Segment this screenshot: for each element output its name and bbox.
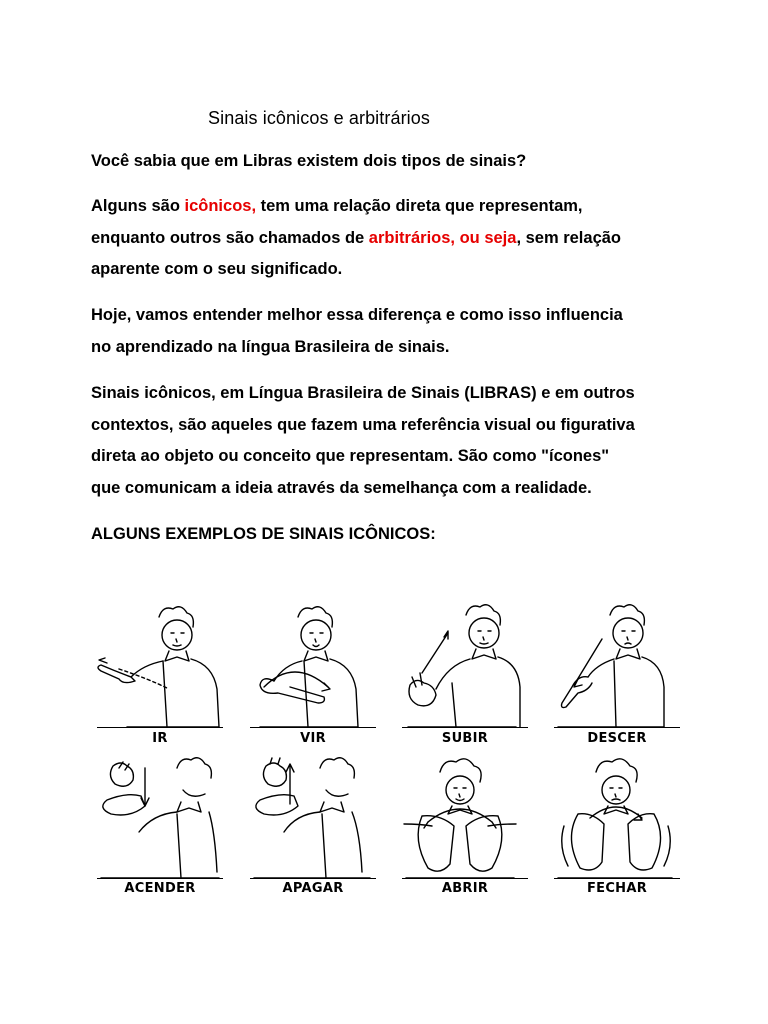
sign-label-vir: VIR xyxy=(300,731,326,746)
sign-card-descer xyxy=(554,603,680,733)
sign-baseline xyxy=(97,878,223,879)
sign-card-vir xyxy=(250,603,376,733)
sign-label-subir: SUBIR xyxy=(441,731,489,746)
page-title: Sinais icônicos e arbitrários xyxy=(208,108,430,128)
sign-baseline xyxy=(554,727,680,728)
highlight-iconicos: icônicos, xyxy=(184,197,257,215)
sign-baseline xyxy=(250,727,376,728)
sign-card-abrir xyxy=(402,756,528,886)
sign-card-fechar xyxy=(554,756,680,886)
paragraph3-line1: Sinais icônicos, em Língua Brasileira de Sinais (LIBRAS) e em outros xyxy=(91,384,635,402)
sign-label-descer: DESCER xyxy=(587,731,647,746)
sign-label-acender: ACENDER xyxy=(124,881,196,896)
paragraph2-line1: Hoje, vamos entender melhor essa diferença e como isso influencia xyxy=(91,306,623,324)
sign-acender-illustration xyxy=(97,756,223,880)
paragraph1-line2: enquanto outros são chamados de arbitrários, ou seja, sem relação xyxy=(91,228,622,247)
paragraph1-line1: Alguns são icônicos, tem uma relação direta que representam, xyxy=(91,197,583,215)
sign-fechar-illustration xyxy=(554,756,680,880)
sign-subir-illustration xyxy=(402,603,528,728)
sign-baseline xyxy=(402,727,528,728)
paragraph3-line2: contextos, são aqueles que fazem uma referência visual ou figurativa xyxy=(91,415,635,434)
sign-label-apagar: APAGAR xyxy=(282,881,344,896)
paragraph3-line3: direta ao objeto ou conceito que representam. São como "ícones" xyxy=(91,447,610,465)
sign-label-fechar: FECHAR xyxy=(586,881,648,896)
examples-heading: ALGUNS EXEMPLOS DE SINAIS ICÔNICOS: xyxy=(91,525,436,543)
sign-label-abrir: ABRIR xyxy=(441,881,489,896)
sign-ir-illustration xyxy=(97,603,223,728)
sign-baseline xyxy=(402,878,528,879)
sign-vir-illustration xyxy=(250,603,376,728)
sign-abrir-illustration xyxy=(402,756,528,880)
paragraph1-line3: aparente com o seu significado. xyxy=(91,260,343,278)
sign-apagar-illustration xyxy=(250,756,376,880)
sign-card-acender xyxy=(97,756,223,886)
sign-baseline xyxy=(554,878,680,879)
paragraph2-line2: no aprendizado na língua Brasileira de sinais. xyxy=(91,337,450,356)
sign-label-ir: IR xyxy=(152,731,168,746)
sign-descer-illustration xyxy=(554,603,680,728)
highlight-arbitrarios: arbitrários, ou seja xyxy=(368,228,517,247)
sign-card-subir xyxy=(402,603,528,733)
sign-card-apagar xyxy=(250,756,376,886)
sign-baseline xyxy=(250,878,376,879)
paragraph3-line4: que comunicam a ideia através da semelhança com a realidade. xyxy=(91,478,592,497)
intro-question: Você sabia que em Libras existem dois tipos de sinais? xyxy=(91,152,527,170)
sign-card-ir xyxy=(97,603,223,733)
sign-baseline xyxy=(97,727,223,728)
